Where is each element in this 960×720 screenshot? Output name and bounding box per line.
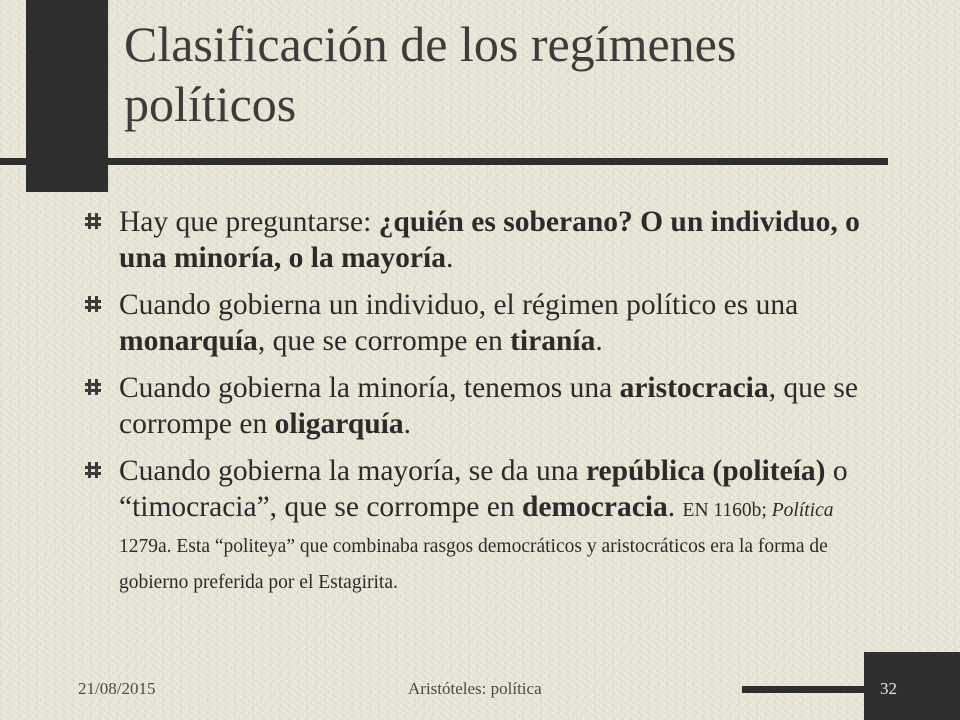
bullet-text-segment: Cuando gobierna la minoría, tenemos una	[119, 372, 620, 404]
hash-bullet-icon	[84, 212, 102, 230]
bullet-text-emphasis: ¿quién es soberano? O un individuo, o una minoría, o la mayoría	[119, 206, 860, 274]
bullet-item	[84, 370, 874, 442]
citation-text: EN 1160b;	[682, 500, 772, 521]
bullet-text-emphasis: tiranía	[510, 325, 596, 357]
bullet-text-segment: .	[445, 242, 454, 274]
bullet-text	[119, 204, 874, 276]
bullet-text-segment: .	[595, 325, 603, 357]
bullet-list	[84, 204, 874, 608]
bullet-text	[119, 370, 874, 442]
decorative-horizontal-bar	[0, 158, 888, 165]
bullet-text-segment: , que se corrompe en	[257, 325, 511, 357]
bullet-text-emphasis: monarquía	[119, 325, 258, 357]
bullet-text-emphasis: oligarquía	[274, 408, 404, 440]
bullet-item	[84, 287, 874, 359]
hash-bullet-icon	[84, 378, 102, 396]
bullet-text-emphasis: aristocracia	[619, 372, 769, 404]
bullet-text-segment: Cuando gobierna la mayoría, se da una	[119, 455, 586, 487]
bullet-text	[119, 287, 874, 359]
bullet-text-segment: , que se corrompe en	[119, 372, 858, 440]
bullet-text-emphasis: democracia	[521, 491, 668, 523]
bullet-text-segment: Cuando gobierna un individuo, el régimen político es una	[119, 289, 799, 321]
citation-text: 1279a. Esta “politeya” que combinaba rasgos democráticos y aristocráticos era la forma de gobierno preferida por el Estagirita.	[119, 536, 828, 593]
slide-title: Clasificación de los regímenes políticos	[124, 16, 737, 132]
citation-work-title: Política	[771, 500, 834, 521]
bullet-text-segment: .	[403, 408, 411, 440]
page-number-box	[864, 652, 960, 720]
bullet-text-emphasis: república (politeía)	[585, 455, 826, 487]
bullet-text	[119, 453, 874, 597]
footer-title: Aristóteles: política	[408, 679, 542, 698]
hash-bullet-icon	[84, 461, 102, 479]
bullet-item	[84, 204, 874, 276]
bullet-item	[84, 453, 874, 597]
hash-bullet-icon	[84, 295, 102, 313]
bullet-text-segment: .	[667, 491, 683, 523]
footer-date: 21/08/2015	[78, 679, 156, 698]
bullet-text-segment: o “timocracia”, que se corrompe en	[119, 455, 848, 523]
page-number: 32	[880, 679, 897, 698]
bullet-text-segment: Hay que preguntarse:	[119, 206, 379, 238]
